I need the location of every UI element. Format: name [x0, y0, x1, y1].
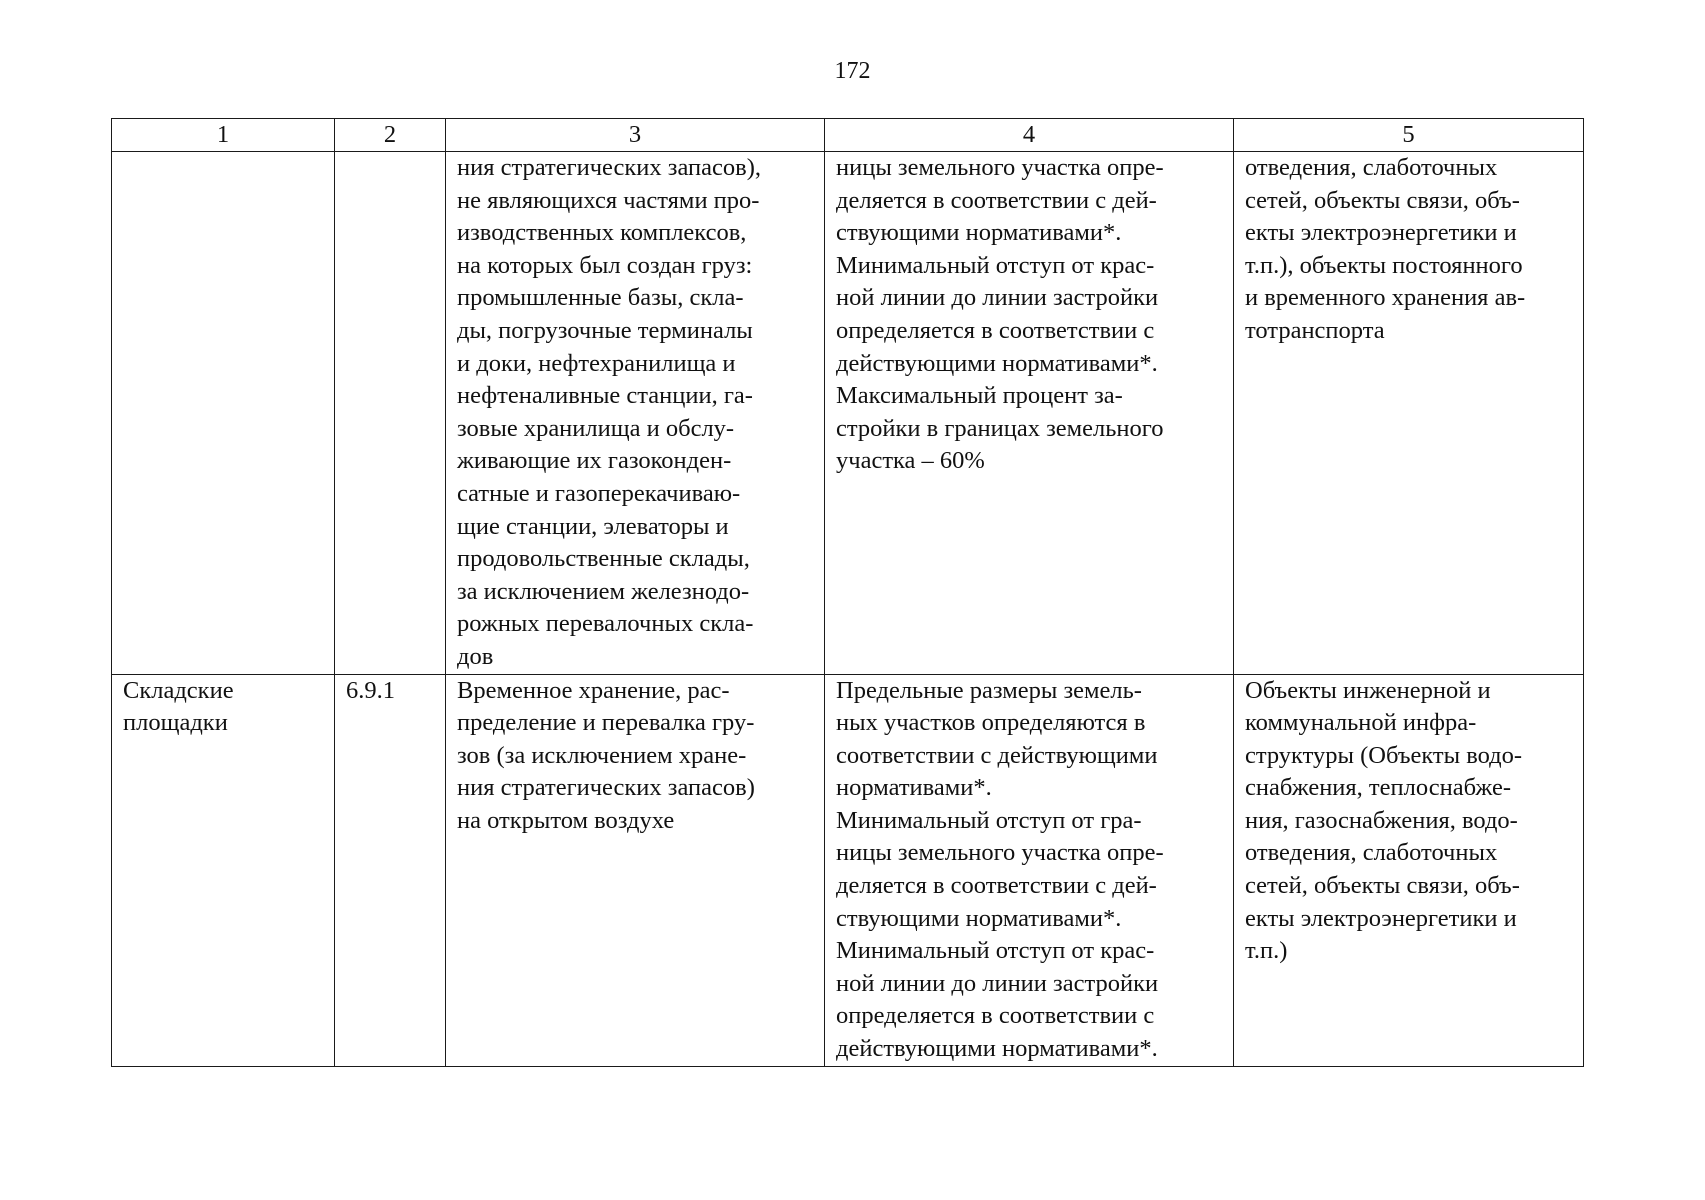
cell-use-description: [446, 674, 825, 1066]
ancillary-objects-text: отведения, слаботочных сетей, объекты связи, объ- екты электроэнергетики и т.п.), объекты постоянного и временного хранения ав- тотранспорта: [1245, 154, 1526, 344]
use-description-text: ния стратегических запасов), не являющихся частями про- изводственных комплексов, на которых был создан груз: промышленные базы, скла- ды, погрузочные терминалы и доки, нефтехранилища и нефтеналивные станции, га- зовые хранилища и обслу- живающие их газоконден- сатные и газоперекачиваю- щие станции, элеваторы и продовольственные склады, за исключением железнодо- рожных перевалочных скла- дов: [457, 154, 761, 670]
cell-use-description: [446, 152, 825, 675]
cell-parameters: [825, 152, 1234, 675]
cell-ancillary-objects: [1234, 674, 1584, 1066]
use-description-text: Временное хранение, рас- пределение и перевалка гру- зов (за исключением хране- ния стратегических запасов) на открытом воздухе: [457, 676, 755, 834]
page-number: 172: [834, 58, 871, 84]
use-code-text: 6.9.1: [346, 676, 395, 704]
cell-use-code: [335, 152, 446, 675]
ancillary-objects-text: Объекты инженерной и коммунальной инфра- структуры (Объекты водо- снабжения, теплоснабже- ния, газоснабжения, водо- отведения, слаботочных сетей, объекты связи, объ- екты электроэнергетики и т.п.): [1245, 676, 1523, 965]
column-header-3: 3: [446, 119, 825, 152]
use-name-text: Складские площадки: [123, 676, 234, 737]
column-header-1: 1: [112, 119, 335, 152]
table-row: [112, 152, 1584, 675]
column-header-4: 4: [825, 119, 1234, 152]
column-number-row: [112, 119, 1584, 152]
cell-parameters: [825, 674, 1234, 1066]
parameters-text: ницы земельного участка опре- деляется в соответствии с дей- ствующими нормативами*. Минимальный отступ от крас- ной линии до линии застройки определяется в соответствии с действующими нормативами*. Максимальный процент за- стройки в границах земельного участка – 60%: [836, 154, 1164, 475]
cell-use-code: [335, 674, 446, 1066]
column-header-5: 5: [1234, 119, 1584, 152]
column-header-2: 2: [335, 119, 446, 152]
zoning-table: [111, 118, 1584, 1067]
cell-ancillary-objects: [1234, 152, 1584, 675]
table-row: [112, 674, 1584, 1066]
parameters-text: Предельные размеры земель- ных участков определяются в соответствии с действующими нормативами*. Минимальный отступ от гра- ницы земельного участка опре- деляется в соответствии с дей- ствующими нормативами*. Минимальный отступ от крас- ной линии до линии застройки определяется в соответствии с действующими нормативами*.: [836, 676, 1164, 1063]
cell-use-name: [112, 674, 335, 1066]
cell-use-name: [112, 152, 335, 675]
